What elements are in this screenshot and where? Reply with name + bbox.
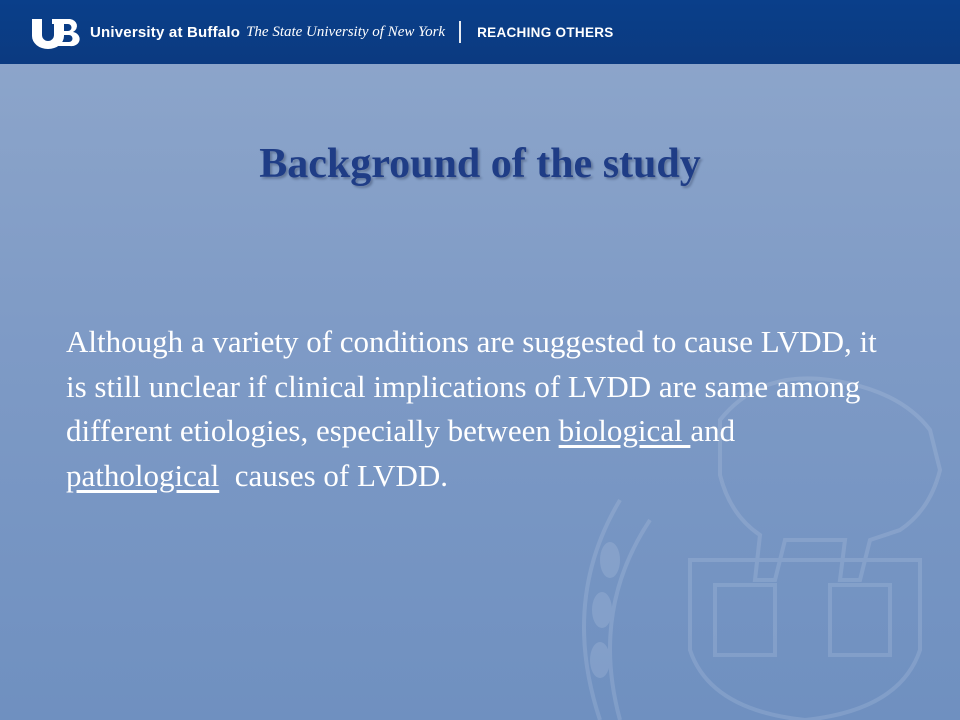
term-biological: biological — [558, 413, 691, 448]
ub-logo-icon — [30, 15, 86, 49]
reaching-others-tagline: REACHING OTHERS — [477, 24, 614, 40]
university-wordmark: University at Buffalo — [90, 23, 241, 41]
university-tagline: The State University of New York — [246, 23, 446, 40]
paragraph-text-2: and — [690, 413, 736, 448]
paragraph-text-1: Although a variety of conditions are suggested to cause LVDD, it is still unclear if clinical implications of LVDD are same among different etiologies, especially between — [66, 324, 877, 448]
paragraph-text-3: causes of LVDD. — [219, 457, 448, 493]
header-divider — [459, 21, 461, 43]
slide-title: Background of the study — [259, 141, 701, 187]
body-paragraph — [66, 320, 896, 498]
term-pathological: pathological — [66, 457, 220, 493]
header-bar — [0, 0, 960, 64]
